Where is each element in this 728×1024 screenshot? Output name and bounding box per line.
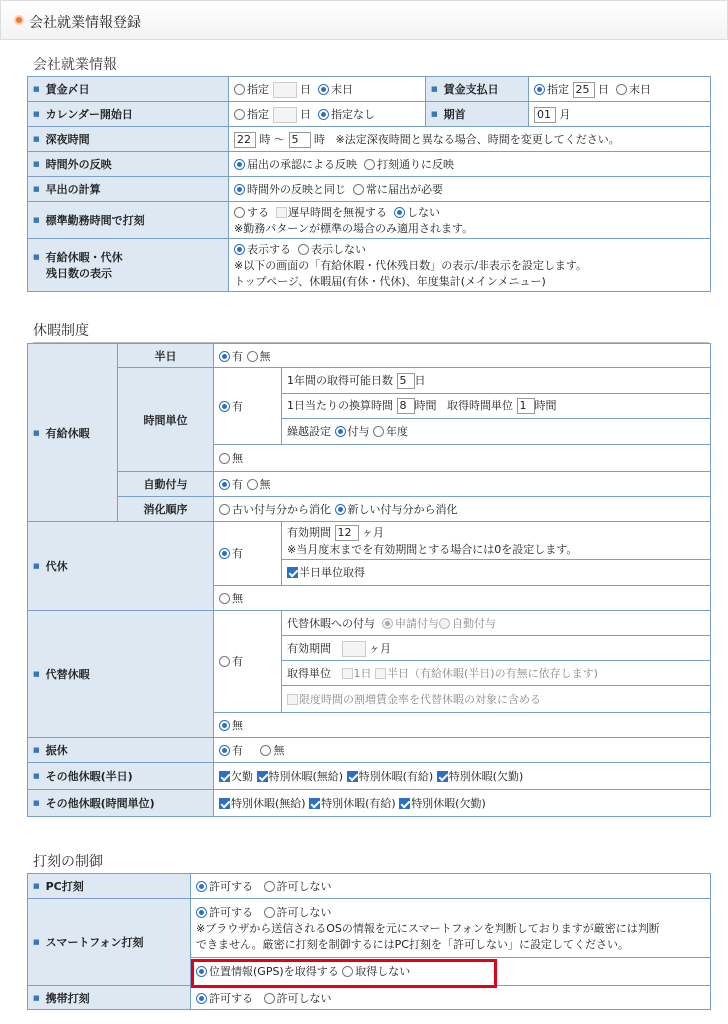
comp-no-radio[interactable] <box>219 593 230 604</box>
checkbox-label: 1日 <box>353 667 372 680</box>
checkbox-label: 特別休暇(有給) <box>321 796 396 810</box>
unit-label: ヶ月 <box>362 526 384 539</box>
smartphone-row-permit <box>191 899 710 957</box>
radio-label: 末日 <box>629 82 651 96</box>
checkbox-label: 欠勤 <box>231 769 253 783</box>
radio-label: 年度 <box>386 425 408 439</box>
hourly-row-carry <box>282 418 710 444</box>
mobile-allow-radio[interactable] <box>196 993 207 1004</box>
label-line: 残日数の表示 <box>46 267 112 280</box>
radio-label: 指定 <box>247 107 269 121</box>
checkbox-label: 特別休暇(無給) <box>231 796 306 810</box>
wage-close-field <box>229 77 426 102</box>
radio-label: 無 <box>232 452 243 465</box>
field-label: 有効期間 <box>287 526 331 539</box>
radio-label: 指定なし <box>331 107 375 121</box>
gps-highlight-box <box>191 959 497 988</box>
unit-label: 時間 <box>534 399 557 412</box>
other-half-unpaid-checkbox[interactable] <box>257 771 268 782</box>
radio-label: する <box>247 206 269 219</box>
night-to-input[interactable]: 5 <box>289 132 311 148</box>
radio-label: 指定 <box>247 82 269 96</box>
radio-label: 自動付与 <box>452 616 496 630</box>
other-half-paid-checkbox[interactable] <box>347 771 358 782</box>
std-clock-note: ※勤務パターンが標準の場合のみ適用されます。 <box>234 222 474 235</box>
carry-year-radio[interactable] <box>373 426 384 437</box>
std-clock-yes-radio[interactable] <box>234 207 245 218</box>
checkbox-label: 特別休暇(有給) <box>358 769 434 783</box>
other-hour-field <box>214 789 711 816</box>
radio-label: 表示する <box>247 243 291 256</box>
half-no-radio[interactable] <box>247 351 258 362</box>
overtime-clock-radio[interactable] <box>364 159 375 170</box>
period-start-field <box>529 102 711 127</box>
radio-label: 許可する <box>209 880 253 893</box>
radio-label: 許可する <box>209 991 253 1005</box>
calendar-specify-radio[interactable] <box>234 109 245 120</box>
subst-apply-radio[interactable] <box>382 618 393 629</box>
subst-row-grant <box>282 611 710 636</box>
display-hide-radio[interactable] <box>298 244 309 255</box>
checkbox-label: 遅早時間を無視する <box>288 206 387 219</box>
subst-leave-label: ■ 代替休暇 <box>28 610 214 737</box>
radio-label: 新しい付与分から消化 <box>347 503 458 516</box>
radio-label: 有 <box>232 349 243 363</box>
smartphone-note: できません。厳密に打刻を制御するにはPC打刻を「許可しない」に設定してください。 <box>196 937 629 951</box>
radio-label: 末日 <box>331 82 353 96</box>
pc-allow-radio[interactable] <box>196 881 207 892</box>
checkbox-label: 半日（有給休暇(半日)の有無に依存します) <box>387 667 598 680</box>
pc-deny-radio[interactable] <box>264 881 275 892</box>
hourly-row-days <box>282 368 710 393</box>
field-label: 有効期間 <box>287 641 331 655</box>
comp-no-field <box>214 585 711 610</box>
radio-label: しない <box>407 206 440 219</box>
display-note: ※以下の画面の「有給休暇・代休残日数」の表示/非表示を設定します。 <box>234 259 588 272</box>
subst-yes-field <box>214 610 282 712</box>
subst-no-radio[interactable] <box>219 720 230 731</box>
night-time-field <box>229 127 711 152</box>
subst-include-checkbox[interactable] <box>287 694 298 705</box>
half-day-label: 半日 <box>118 344 214 368</box>
order-old-radio[interactable] <box>219 504 230 515</box>
order-new-radio[interactable] <box>335 504 346 515</box>
wage-pay-day-input[interactable]: 25 <box>573 82 595 98</box>
field-label: 1年間の取得可能日数 <box>287 373 393 387</box>
wage-pay-field <box>529 77 711 102</box>
wage-close-day-input[interactable] <box>273 82 297 98</box>
hourly-yes-field <box>214 368 282 445</box>
radio-label: 指定 <box>547 82 569 96</box>
radio-label: 届出の承認による反映 <box>247 158 357 171</box>
radio-label: 有 <box>232 655 243 668</box>
days-input[interactable]: 5 <box>397 373 415 389</box>
period-start-label: ■ 期首 <box>426 102 529 127</box>
subst-valid-input[interactable] <box>342 641 366 657</box>
smartphone-note: ※ブラウザから送信されるOSの情報を元にスマートフォンを判断しておりますが厳密には判断 <box>196 921 660 935</box>
radio-label: 許可しない <box>276 880 332 893</box>
auto-yes-radio[interactable] <box>219 479 230 490</box>
half-yes-radio[interactable] <box>219 351 230 362</box>
subst-row-include <box>282 686 710 712</box>
comp-row-valid <box>282 522 710 560</box>
unit-label: 時間 <box>414 399 437 412</box>
hourly-yes-radio[interactable] <box>219 401 230 412</box>
comp-yes-radio[interactable] <box>219 548 230 559</box>
field-label: 繰越設定 <box>287 425 331 439</box>
mobile-clock-field <box>191 986 711 1010</box>
pc-clock-field <box>191 874 711 899</box>
unit-label: 時 <box>314 132 325 146</box>
calendar-start-field <box>229 102 426 127</box>
radio-label: 無 <box>273 743 285 757</box>
checkbox-label: 特別休暇(無給) <box>268 769 344 783</box>
subst-half-checkbox[interactable] <box>375 668 386 679</box>
smartphone-clock-label: ■ スマートフォン打刻 <box>28 899 191 986</box>
checkbox-label: 特別休暇(欠勤) <box>411 796 486 810</box>
other-hour-unpaid-checkbox[interactable] <box>219 798 230 809</box>
radio-label: 許可する <box>209 905 253 919</box>
early-same-radio[interactable] <box>234 184 245 195</box>
section-title-company: 会社就業情報 <box>33 54 709 77</box>
overtime-field <box>229 152 711 177</box>
leave-table <box>27 343 711 817</box>
label-line: 有給休暇・代休 <box>45 251 123 264</box>
hours-input[interactable]: 8 <box>397 398 415 414</box>
mobile-deny-radio[interactable] <box>264 993 275 1004</box>
checkbox-label: 限度時間の割増賃金率を代替休暇の対象に含める <box>299 692 541 706</box>
company-info-table <box>27 76 711 292</box>
radio-label: 位置情報(GPS)を取得する <box>209 965 339 979</box>
field-label: 1日当たりの換算時間 <box>287 399 393 412</box>
page-title: 会社就業情報登録 <box>29 15 141 31</box>
radio-label: 有 <box>232 743 243 757</box>
comp-yes-field <box>214 522 282 586</box>
hourly-no-field <box>214 445 711 472</box>
early-always-radio[interactable] <box>353 184 364 195</box>
other-half-absent-checkbox[interactable] <box>437 771 448 782</box>
paid-display-label <box>28 239 229 292</box>
radio-label: 有 <box>232 547 243 561</box>
unit-label: 時 ～ <box>259 132 285 146</box>
field-label: 取得単位 <box>287 667 331 680</box>
ignore-late-checkbox[interactable] <box>276 207 287 218</box>
night-note: ※法定深夜時間と異なる場合、時間を変更してください。 <box>335 132 620 146</box>
unit-label: 日 <box>598 82 609 96</box>
field-label: 取得時間単位 <box>447 399 513 412</box>
smartphone-allow-radio[interactable] <box>196 907 207 918</box>
wage-pay-end-radio[interactable] <box>616 84 627 95</box>
auto-grant-field <box>214 472 711 497</box>
hourly-row-hours <box>282 393 710 418</box>
subst-row-valid <box>282 636 710 661</box>
early-calc-label: ■ 早出の計算 <box>28 177 229 202</box>
std-clock-label: ■ 標準勤務時間で打刻 <box>28 202 229 239</box>
subst-row-unit <box>282 661 710 686</box>
hourly-no-radio[interactable] <box>219 453 230 464</box>
std-clock-field <box>229 202 711 239</box>
section-title-leave: 休暇制度 <box>33 320 709 343</box>
wage-close-end-radio[interactable] <box>318 84 329 95</box>
hourly-detail <box>282 368 711 445</box>
furikyu-label: ■ 振休 <box>28 737 214 762</box>
unit-label: 日 <box>414 373 426 387</box>
checkbox-label: 特別休暇(欠勤) <box>448 769 524 783</box>
unit-label: ヶ月 <box>369 641 391 655</box>
wage-close-label: ■ 賃金〆日 <box>28 77 229 102</box>
radio-label: 無 <box>259 478 271 491</box>
comp-leave-label: ■ 代休 <box>28 522 214 611</box>
order-label: 消化順序 <box>118 497 214 522</box>
wage-close-specify-radio[interactable] <box>234 84 245 95</box>
auto-no-radio[interactable] <box>247 479 258 490</box>
radio-label: 申請付与 <box>395 616 439 630</box>
furikyu-yes-radio[interactable] <box>219 745 230 756</box>
carry-grant-radio[interactable] <box>335 426 346 437</box>
radio-label: 無 <box>259 349 271 363</box>
comp-detail <box>282 522 711 586</box>
radio-label: 表示しない <box>311 243 366 256</box>
radio-label: 古い付与分から消化 <box>232 503 331 516</box>
radio-label: 許可しない <box>276 905 332 919</box>
section-title-clock: 打刻の制御 <box>33 851 709 874</box>
radio-label: 有 <box>232 400 243 413</box>
display-note: トップページ、休暇届(有休・代休)、年度集計(メインメニュー) <box>234 275 546 288</box>
calendar-day-input[interactable] <box>273 107 297 123</box>
calendar-start-label: ■ カレンダー開始日 <box>28 102 229 127</box>
display-show-radio[interactable] <box>234 244 245 255</box>
wage-pay-specify-radio[interactable] <box>534 84 545 95</box>
comp-half-checkbox[interactable] <box>287 567 298 578</box>
smartphone-deny-radio[interactable] <box>264 907 275 918</box>
comp-valid-input[interactable]: 12 <box>335 525 359 541</box>
other-hour-paid-checkbox[interactable] <box>309 798 320 809</box>
radio-label: 取得しない <box>355 965 411 979</box>
mobile-clock-label: ■ 携帯打刻 <box>28 986 191 1010</box>
unit-label: 日 <box>300 82 311 96</box>
wage-pay-label: ■ 賃金支払日 <box>426 77 529 102</box>
radio-label: 時間外の反映と同じ <box>247 183 346 196</box>
period-month-input[interactable]: 01 <box>534 107 556 123</box>
night-time-label: ■ 深夜時間 <box>28 127 229 152</box>
radio-label: 無 <box>232 718 243 732</box>
furikyu-field <box>214 737 711 762</box>
subst-no-field <box>214 712 711 737</box>
bullet-icon <box>14 15 24 25</box>
unit-label: 日 <box>300 107 311 121</box>
overtime-approval-radio[interactable] <box>234 159 245 170</box>
radio-label: 常に届出が必要 <box>366 183 443 196</box>
other-hour-absent-checkbox[interactable] <box>399 798 410 809</box>
other-hour-label: ■ その他休暇(時間単位) <box>28 789 214 816</box>
comp-note: ※当月度末までを有効期間とする場合には0を設定します。 <box>287 543 578 556</box>
night-from-input[interactable]: 22 <box>234 132 256 148</box>
other-half-field <box>214 762 711 789</box>
early-calc-field <box>229 177 711 202</box>
other-half-label: ■ その他休暇(半日) <box>28 762 214 789</box>
subst-yes-radio[interactable] <box>219 656 230 667</box>
unit-input[interactable]: 1 <box>517 398 535 414</box>
radio-label: 無 <box>232 591 243 605</box>
comp-row-half <box>282 560 710 585</box>
overtime-label: ■ 時間外の反映 <box>28 152 229 177</box>
paid-display-field <box>229 239 711 292</box>
page-header <box>0 0 728 40</box>
half-day-field <box>214 344 711 368</box>
subst-auto-radio[interactable] <box>439 618 450 629</box>
subst-detail <box>282 610 711 712</box>
clock-table <box>27 873 711 1010</box>
radio-label: 有 <box>232 478 243 491</box>
other-half-absence-checkbox[interactable] <box>219 771 230 782</box>
auto-grant-label: 自動付与 <box>118 472 214 497</box>
order-field <box>214 497 711 522</box>
checkbox-label: 半日単位取得 <box>299 566 365 580</box>
subst-day-checkbox[interactable] <box>342 668 353 679</box>
radio-label: 打刻通りに反映 <box>377 158 454 171</box>
radio-label: 許可しない <box>276 991 332 1005</box>
radio-label: 付与 <box>347 425 370 439</box>
hourly-label: 時間単位 <box>118 368 214 472</box>
paid-leave-label: ■ 有給休暇 <box>28 344 118 522</box>
calendar-none-radio[interactable] <box>318 109 329 120</box>
std-clock-no-radio[interactable] <box>394 207 405 218</box>
pc-clock-label: ■ PC打刻 <box>28 874 191 899</box>
furikyu-no-radio[interactable] <box>260 745 271 756</box>
field-label: 代替休暇への付与 <box>287 616 375 630</box>
unit-label: 月 <box>559 107 571 121</box>
